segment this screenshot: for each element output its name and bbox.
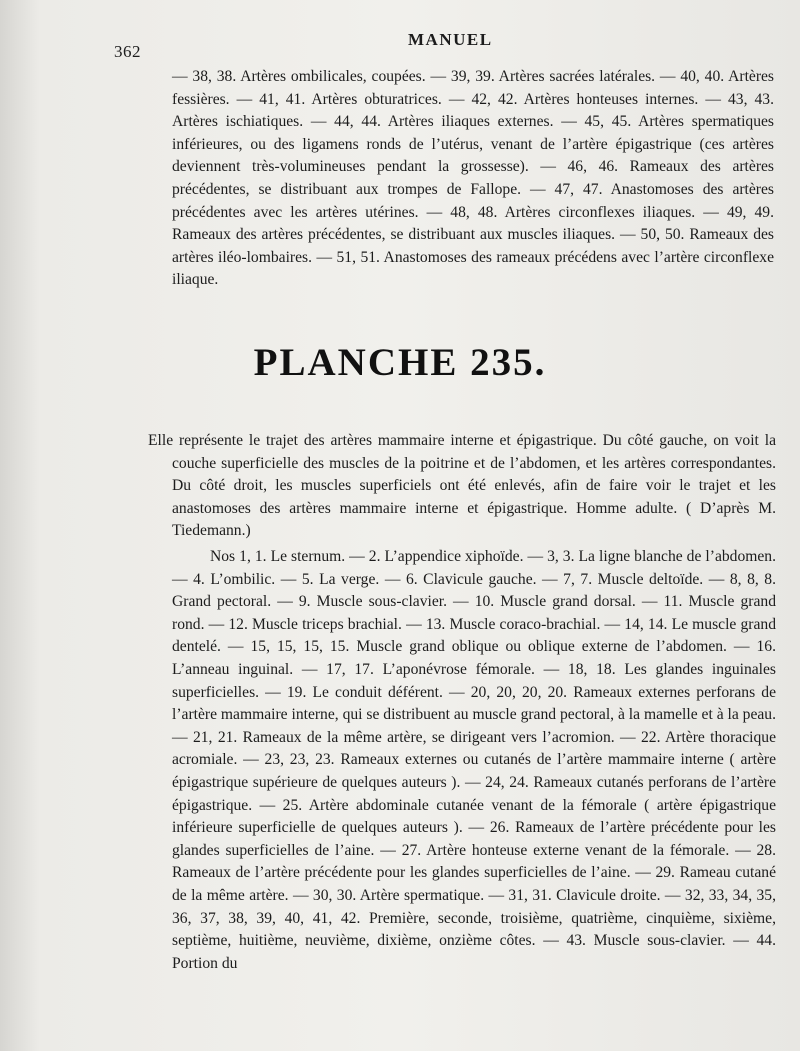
plate-intro-text: Elle représente le trajet des artères mammaire interne et épigastrique. Du côté gauche, on voit la couche superficielle des muscles de la poitrine et de l’abdomen, et les artères correspondantes. Du côté droit, les muscles superficiels ont été enlevés, afin de faire voir le trajet et les anastomoses des artères mammaire interne et épigastrique. Homme adulte. ( D’après M. Tiedemann.): [148, 432, 776, 540]
plate-title: PLANCHE 235.: [253, 341, 547, 384]
running-title: MANUEL: [408, 30, 493, 49]
page-header: [0, 28, 800, 61]
plate-legend: [172, 546, 776, 975]
page-number: 362: [114, 42, 141, 61]
plate-legend-text: Nos 1, 1. Le sternum. — 2. L’appendice xiphoïde. — 3, 3. La ligne blanche de l’abdomen. — 4. L’ombilic. — 5. La verge. — 6. Clavicule gauche. — 7, 7. Muscle deltoïde. — 8, 8, 8. Grand pectoral. — 9. Muscle sous-clavier. — 10. Muscle grand dorsal. — 11. Muscle grand rond. — 12. Muscle triceps brachial. — 13. Muscle coraco-brachial. — 14, 14. Le muscle grand dentelé. — 15, 15, 15, 15. Muscle grand oblique ou oblique externe de l’abdomen. — 16. L’anneau inguinal. — 17, 17. L’aponévrose fémorale. — 18, 18. Les glandes inguinales superficielles. — 19. Le conduit déférent. — 20, 20, 20, 20. Rameaux externes perforans de l’artère mammaire interne, qui se distribuent au muscle grand pectoral, à la mamelle et à la peau. — 21, 21. Rameaux de la même artère, se dirigeant vers l’acromion. — 22. Artère thoracique acromiale. — 23, 23, 23. Rameaux externes ou cutanés de l’artère mammaire interne ( artère épigastrique supérieure de quelques auteurs ). — 24, 24. Rameaux cutanés perforans de l’artère épigastrique. — 25. Artère abdominale cutanée venant de la fémorale ( artère épigastrique inférieure superficielle de quelques auteurs ). — 26. Rameaux de l’artère précédente pour les glandes superficielles de l’aine. — 27. Artère honteuse externe venant de la fémorale. — 28. Rameaux de l’artère précédente pour les glandes superficielles de l’aine. — 29. Rameau cutané de la même artère. — 30, 30. Artère spermatique. — 31, 31. Clavicule droite. — 32, 33, 34, 35, 36, 37, 38, 39, 40, 41, 42. Première, seconde, troisième, quatrième, cinquième, sixième, septième, huitième, neuvième, dixième, onzième côtes. — 43. Muscle sous-clavier. — 44. Portion du: [172, 548, 776, 972]
continuation-text: — 38, 38. Artères ombilicales, coupées. — 39, 39. Artères sacrées latérales. — 40, 40. Artères fessières. — 41, 41. Artères obturatrices. — 42, 42. Artères honteuses internes. — 43, 43. Artères ischiatiques. — 44, 44. Artères iliaques externes. — 45, 45. Artères spermatiques inférieures, ou des ligamens ronds de l’utérus, venant de l’artère épigastrique (ces artères deviennent très-volumineuses pendant la grossesse). — 46, 46. Rameaux des artères précédentes, se distribuant aux trompes de Fallope. — 47, 47. Anastomoses des artères précédentes avec les artères utérines. — 48, 48. Artères circonflexes iliaques. — 49, 49. Rameaux des artères précédentes, se distribuant aux muscles iliaques. — 50, 50. Rameaux des artères iléo-lombaires. — 51, 51. Anastomoses des rameaux précédens avec l’artère circonflexe iliaque.: [172, 68, 774, 289]
plate-intro: [148, 430, 776, 543]
continuation-paragraph: [172, 66, 774, 292]
